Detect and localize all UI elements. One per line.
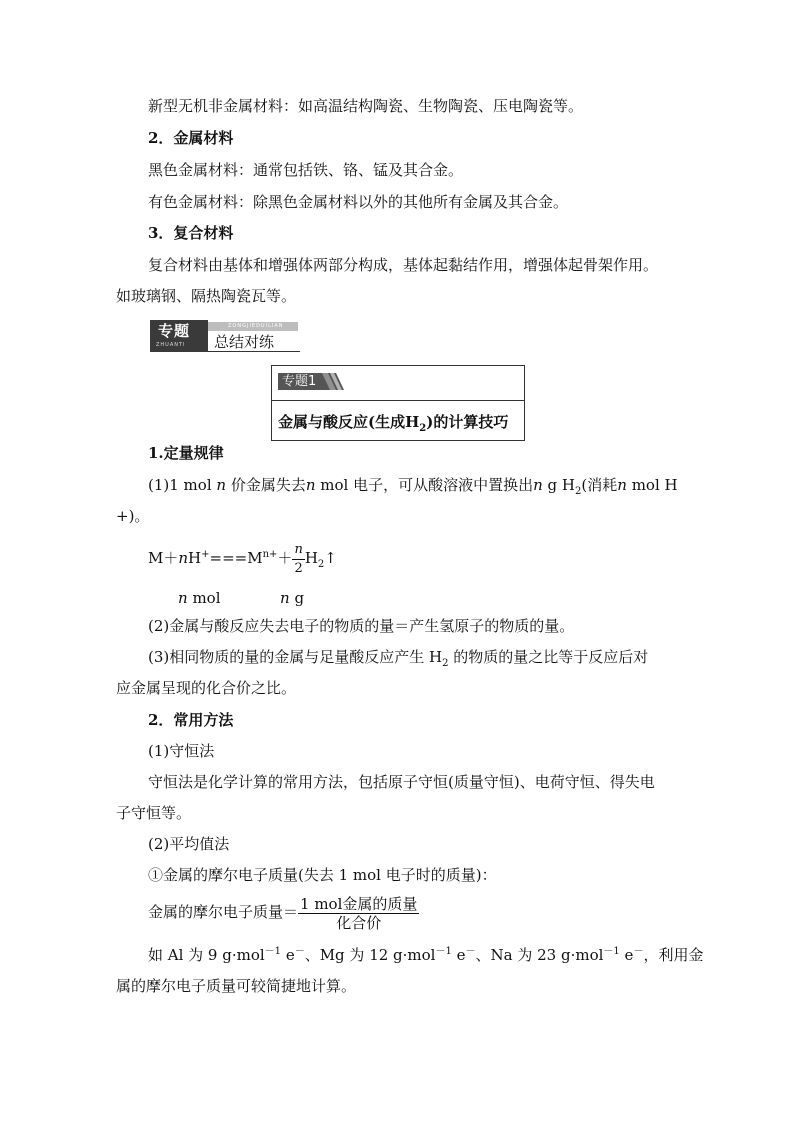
rule-3 [148,647,648,667]
t: －1 [435,946,452,957]
t: － [633,946,644,957]
formula-fraction [298,895,419,932]
section-heading: 2．金属材料 [148,129,234,147]
topic-title [278,411,508,432]
equation-mol [178,588,221,608]
banner-pinyin: ZHUANTI [156,342,186,348]
topic-title-sub: 2 [419,423,427,434]
banner-block [150,320,208,352]
example-line-cont: 属的摩尔电子质量可较简捷地计算。 [116,977,357,995]
var-n: n [280,589,290,607]
t: 如 Al 为 9 g·mol [148,946,265,964]
banner-main: 专题 [158,322,191,340]
rule-1 [148,475,678,495]
reaction-equation: $M+nH^+===M^{n+}+$ $\frac{n}{2}$ $H_2↑$ [148,541,337,576]
text-line: 如玻璃钢、隔热陶瓷瓦等。 [116,287,297,305]
t: e [619,946,634,964]
t: e [281,946,295,964]
stripes-icon [322,373,348,390]
t: － [294,946,305,957]
section-heading: 3．复合材料 [148,224,234,242]
t: 2 [575,486,582,497]
topic-title-pre: 金属与酸反应(生成H [278,413,420,431]
t: M＋ [148,549,179,567]
t: － [465,946,476,957]
method-2-text: ①金属的摩尔电子质量(失去 1 mol 电子时的质量)： [148,866,497,884]
formula-line [148,893,419,932]
frac-num: n [292,541,304,560]
frac-den: 2 [294,560,303,576]
t: (消耗 [581,476,618,494]
t: ，利用金 [643,946,704,964]
method-1-text-cont: 子守恒等。 [116,804,192,822]
var-n: n [178,589,188,607]
t: －1 [603,946,620,957]
var-n: n [305,476,316,494]
method-2: (2)平均值法 [148,835,230,853]
banner-bar [208,322,298,331]
t: H [188,549,202,567]
banner-underline [208,351,300,352]
t: + [201,549,210,560]
formula-num: 1 mol金属的质量 [300,894,418,913]
text-line: 新型无机非金属材料：如高温结构陶瓷、生物陶瓷、压电陶瓷等。 [148,97,584,115]
t: ＋ [277,549,293,567]
example-line [148,945,703,965]
t: 2 [442,658,449,669]
banner-pinyin2: ZONGJIEDUILIAN [228,323,284,329]
t: mol H [626,476,678,494]
var-n: n [178,549,189,567]
t: 、Na 为 23 g·mol [475,946,604,964]
section-heading: 2．常用方法 [148,711,234,729]
topic-divider [272,400,524,401]
t: 2 [317,559,325,570]
text-line: 有色金属材料：除黑色金属材料以外的其他所有金属及其合金。 [148,193,569,211]
t: 价金属失去 [226,476,306,494]
t: e [451,946,466,964]
t: g H [542,476,576,494]
t: (3)相同物质的量的金属与足量酸反应产生 H [148,648,443,666]
section-heading: 1.定量规律 [148,444,224,462]
t: ↑ [324,549,337,567]
rule-1-cont: +)。 [116,507,150,525]
formula-lhs: 金属的摩尔电子质量＝ [148,903,299,921]
t: ===M [209,549,263,567]
method-1: (1)守恒法 [148,742,215,760]
t: H [304,549,318,567]
text-line: 黑色金属材料：通常包括铁、铬、锰及其合金。 [148,161,464,179]
t: mol 电子，可从酸溶液中置换出 [315,476,534,494]
topic-box [271,365,525,441]
equation-g [280,588,304,608]
equation-fraction [292,541,304,578]
rule-3-cont: 应金属呈现的化合价之比。 [116,679,297,697]
topic-title-post: )的计算技巧 [426,413,509,431]
t: －1 [264,946,282,957]
var-n: n [617,476,627,494]
t: (1)1 mol [148,476,217,494]
formula-den: 化合价 [336,913,382,932]
var-n: n [533,476,543,494]
section-banner [150,320,300,352]
var-n: n [216,476,227,494]
t: g [289,589,305,607]
method-1-text: 守恒法是化学计算的常用方法，包括原子守恒(质量守恒)、电荷守恒、得失电 [148,773,655,791]
t: 、Mg 为 12 g·mol [304,946,436,964]
banner-subtitle: 总结对练 [214,333,275,351]
t: 的物质的量之比等于反应后对 [448,648,649,666]
text-line: 复合材料由基体和增强体两部分构成，基体起黏结作用，增强体起骨架作用。 [148,256,659,274]
topic-label: 专题1 [282,374,317,389]
rule-2: (2)金属与酸反应失去电子的物质的量＝产生氢原子的物质的量。 [148,617,575,635]
t: mol [187,589,221,607]
